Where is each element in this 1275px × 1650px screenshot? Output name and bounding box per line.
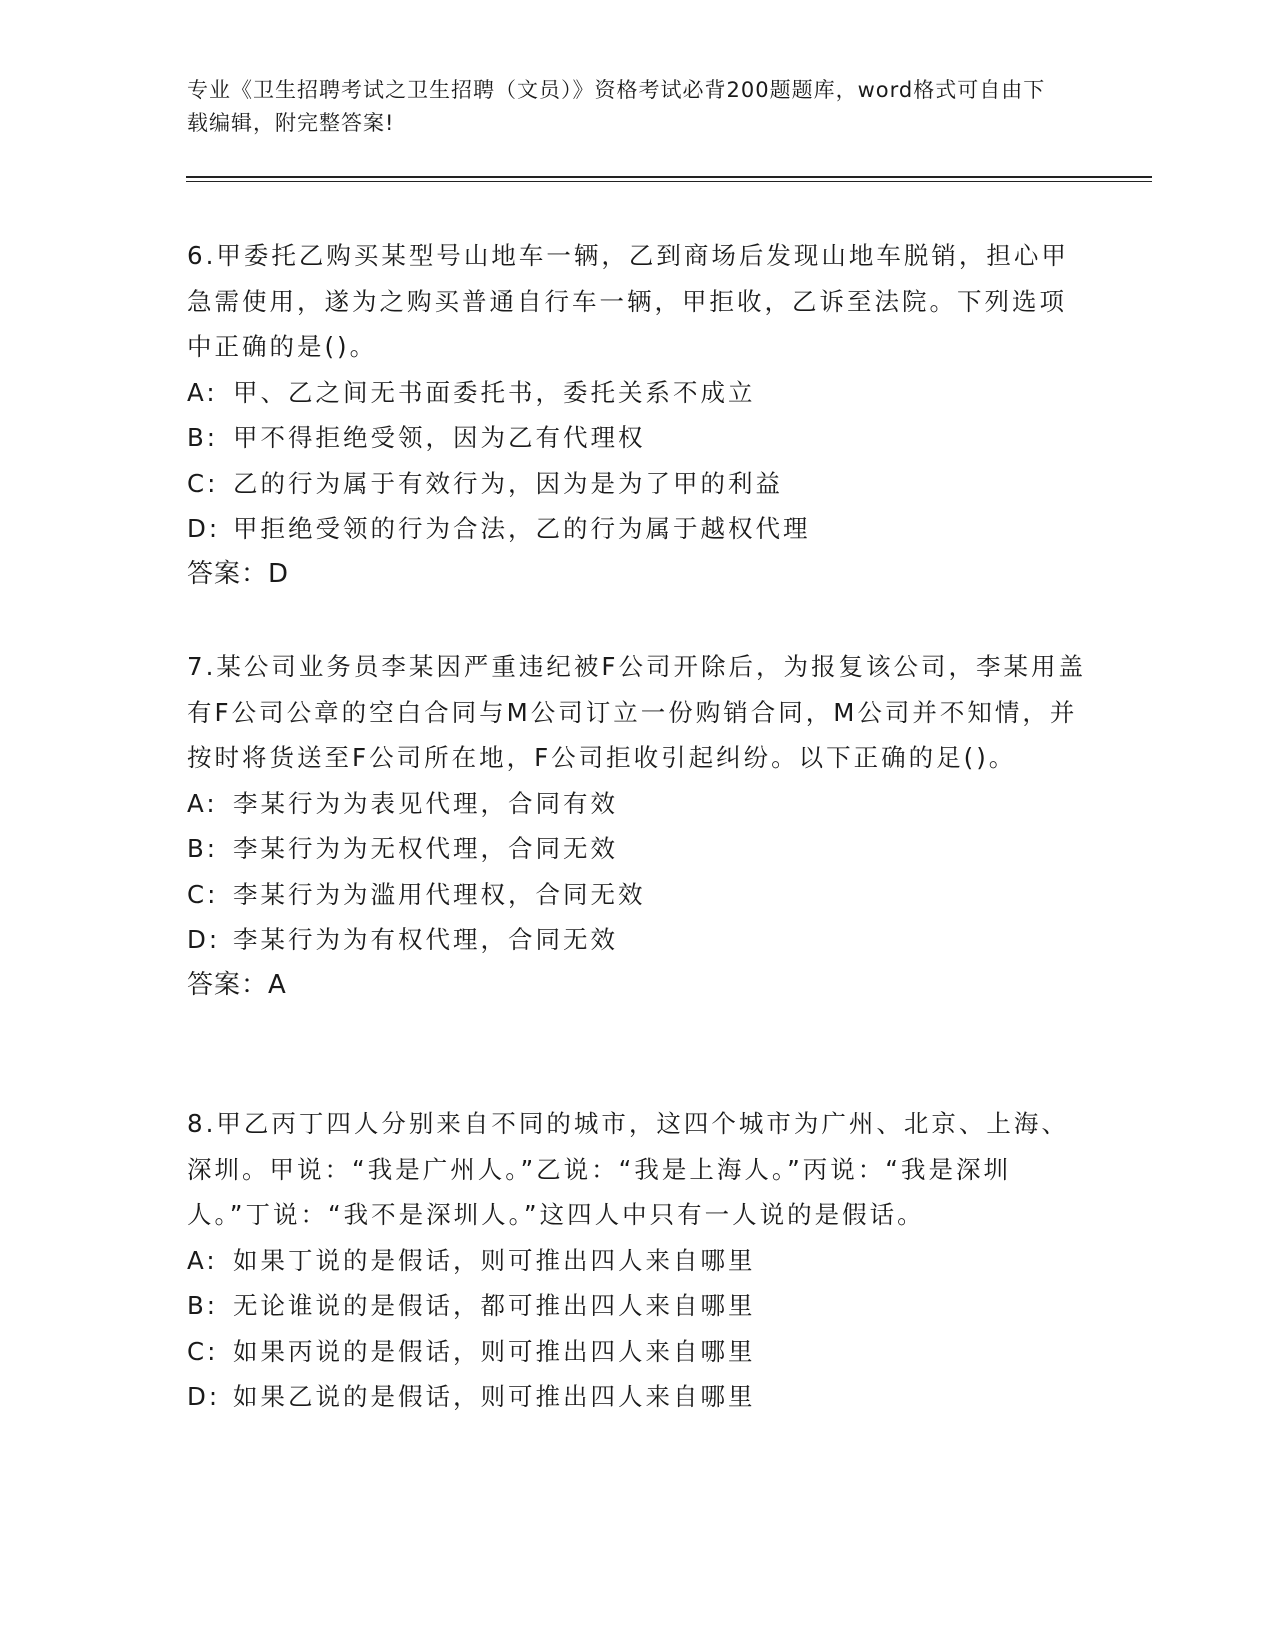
option-c [187,872,1087,918]
option-text: 李某行为为无权代理，合同无效 [233,834,618,863]
option-a [187,1238,1087,1284]
answer-line: 答案：D [187,558,290,589]
option-key: A: [187,377,218,407]
option-key: C: [187,1336,219,1366]
option-key: D: [187,514,221,543]
option-c [187,461,1087,507]
option-c [187,1329,1087,1375]
question-stem: 8.甲乙丙丁四人分别来自不同的城市，这四个城市为广州、北京、上海、深圳。甲说：“我是广州人。”乙说：“我是上海人。”丙说：“我是深圳人。”丁说：“我不是深圳人。”这四人中只有一人说的是假话。 [187,1109,1069,1229]
option-text: 乙的行为属于有效行为，因为是为了甲的利益 [233,468,783,498]
option-text: 如果丁说的是假话，则可推出四人来自哪里 [233,1245,756,1275]
option-a [187,370,1087,416]
question-7 [187,644,1087,1008]
option-text: 如果乙说的是假话，则可推出四人来自哪里 [233,1382,756,1411]
header-text: 专业《卫生招聘考试之卫生招聘（文员）》资格考试必背200题题库，word格式可自由下载编辑，附完整答案! [187,78,1046,135]
option-d [187,506,1087,552]
option-text: 李某行为为有权代理，合同无效 [233,925,618,954]
option-key: B: [187,1291,219,1320]
option-key: C: [187,468,219,498]
option-key: D: [187,925,221,954]
question-6 [187,233,1087,597]
option-key: C: [187,879,219,909]
option-b [187,826,1087,872]
answer-line: 答案：A [187,969,287,1000]
header-divider [186,176,1152,182]
option-text: 甲、乙之间无书面委托书，委托关系不成立 [233,377,756,407]
option-text: 李某行为为滥用代理权，合同无效 [233,879,646,909]
option-key: A: [187,1245,218,1275]
option-key: B: [187,423,219,452]
option-b [187,1283,1087,1329]
question-8 [187,1101,1087,1420]
option-d [187,917,1087,963]
option-key: D: [187,1382,221,1411]
question-stem: 7.某公司业务员李某因严重违纪被F公司开除后，为报复该公司，李某用盖有F公司公章的空白合同与M公司订立一份购销合同，M公司并不知情，并按时将货送至F公司所在地，F公司拒收引起纠纷。以下正确的足()。 [187,652,1086,772]
option-key: B: [187,834,219,863]
option-text: 甲拒绝受领的行为合法，乙的行为属于越权代理 [233,514,811,543]
option-key: A: [187,788,218,818]
option-text: 甲不得拒绝受领，因为乙有代理权 [233,423,646,452]
option-a [187,781,1087,827]
option-text: 如果丙说的是假话，则可推出四人来自哪里 [233,1336,756,1366]
option-text: 无论谁说的是假话，都可推出四人来自哪里 [233,1291,756,1320]
question-stem: 6.甲委托乙购买某型号山地车一辆，乙到商场后发现山地车脱销，担心甲急需使用，遂为之购买普通自行车一辆，甲拒收，乙诉至法院。下列选项中正确的是()。 [187,241,1069,361]
option-text: 李某行为为表见代理，合同有效 [233,788,618,818]
option-b [187,415,1087,461]
option-d [187,1374,1087,1420]
